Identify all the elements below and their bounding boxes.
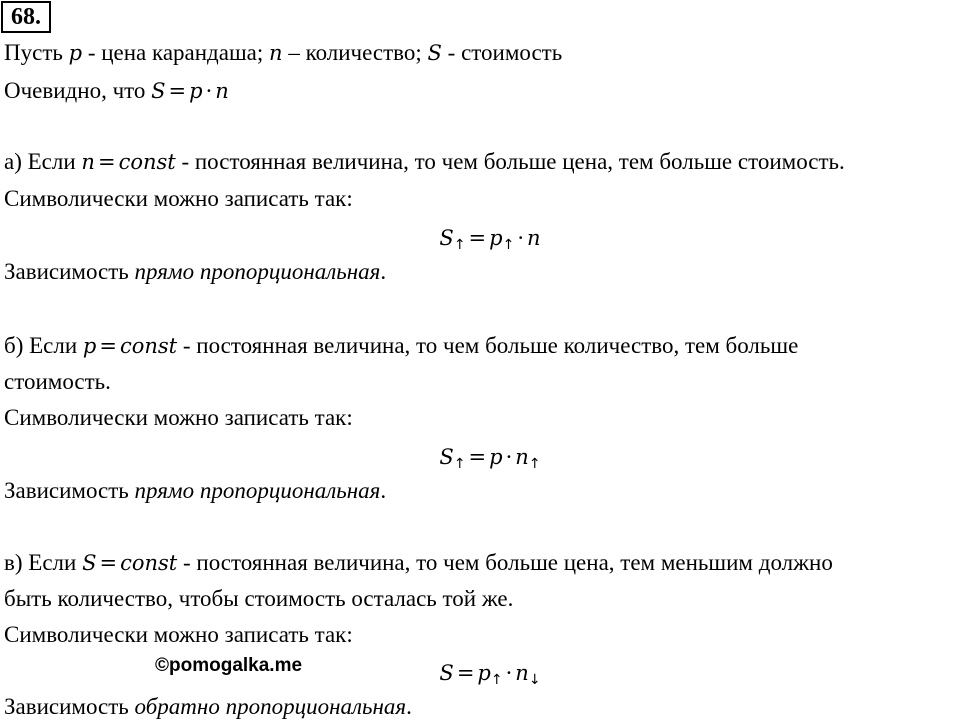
part-b-eq: = [99,334,117,358]
part-c-var: S [82,551,97,575]
part-b-const: const [119,334,178,358]
part-b-line2: стоимость. [4,369,111,394]
formula-S: S [151,79,166,103]
fc-n: n [515,661,529,685]
part-a-rest: - постоянная величина, то чем больше цена, тем больше стоимость. [175,149,845,174]
fa-p-sub: ↑ [502,237,515,253]
part-a-dependency [4,258,386,286]
formula-n: n [215,79,229,103]
part-c-line2: быть количество, чтобы стоимость осталась той же. [4,586,514,611]
fb-eq: = [468,445,487,469]
fc-dot: · [505,661,513,685]
formula-p: p [189,79,203,103]
var-n: n [269,41,283,65]
part-a-dep-type: прямо пропорциональная [134,259,381,284]
part-b-pre: б) Если [4,333,83,358]
part-c-dep-pre: Зависимость [4,694,135,719]
part-a-const: const [118,150,176,174]
fa-p: p [489,226,503,250]
obvious-line [4,77,229,105]
part-c-line1 [4,549,833,577]
part-b-line1 [4,332,798,360]
part-a-dep-end: . [380,259,387,284]
part-b-var: p [82,334,97,358]
part-c-pre: в) Если [4,550,83,575]
part-c-dep-end: . [406,694,412,719]
part-c-rest: - постоянная величина, то чем больше цена, тем меньшим должно [177,550,833,575]
part-b-dep-type: прямо пропорциональная [134,478,381,503]
fc-n-sub: ↓ [528,672,541,688]
fa-dot: · [517,226,525,250]
part-b-dep-pre: Зависимость [4,478,135,503]
part-c-dep-type: обратно пропорциональная [134,694,407,719]
problem-number: 68. [1,1,51,33]
intro-text-1: - цена карандаша; [82,40,270,65]
part-b-dependency [4,477,386,505]
fb-dot: · [505,445,513,469]
fb-S-sub: ↑ [453,456,466,472]
part-b-symbolic: Символически можно записать так: [4,405,353,430]
obvious-text: Очевидно, что [4,78,152,103]
part-a-pre: а) Если [4,149,82,174]
part-a-var: n [81,150,95,174]
part-c-const: const [120,551,178,575]
formula-eq: = [168,79,187,103]
fa-S: S [439,226,454,250]
formula-dot: · [205,79,213,103]
part-a-dep-pre: Зависимость [4,259,135,284]
fa-S-sub: ↑ [453,237,466,253]
intro-text-3: - стоимость [441,40,563,65]
intro-text-2: – количество; [282,40,428,65]
part-a-line1 [4,148,845,176]
fb-n: n [515,445,529,469]
watermark: ©pomogalka.me [155,655,303,676]
fb-n-sub: ↑ [528,456,541,472]
fc-S: S [439,661,454,685]
var-S: S [427,41,442,65]
intro-line [4,39,562,67]
part-b-rest: - постоянная величина, то чем больше количество, тем больше [177,333,799,358]
fb-p: p [489,445,503,469]
fc-p-sub: ↑ [490,672,503,688]
part-a-formula [0,224,960,259]
part-b-formula [0,443,960,478]
part-a-eq: = [97,150,116,174]
fa-eq: = [468,226,487,250]
fa-n: n [527,226,541,250]
part-c-eq: = [99,551,118,575]
fb-S: S [439,445,454,469]
part-b-dep-end: . [380,478,387,503]
part-c-dependency [4,693,412,721]
intro-text-pre: Пусть [4,40,69,65]
part-c-symbolic: Символически можно записать так: [4,622,353,647]
part-a-symbolic: Символически можно записать так: [4,186,353,211]
var-p: p [68,41,83,65]
part-c-formula [0,659,960,694]
fc-eq: = [456,661,475,685]
fc-p: p [477,661,491,685]
